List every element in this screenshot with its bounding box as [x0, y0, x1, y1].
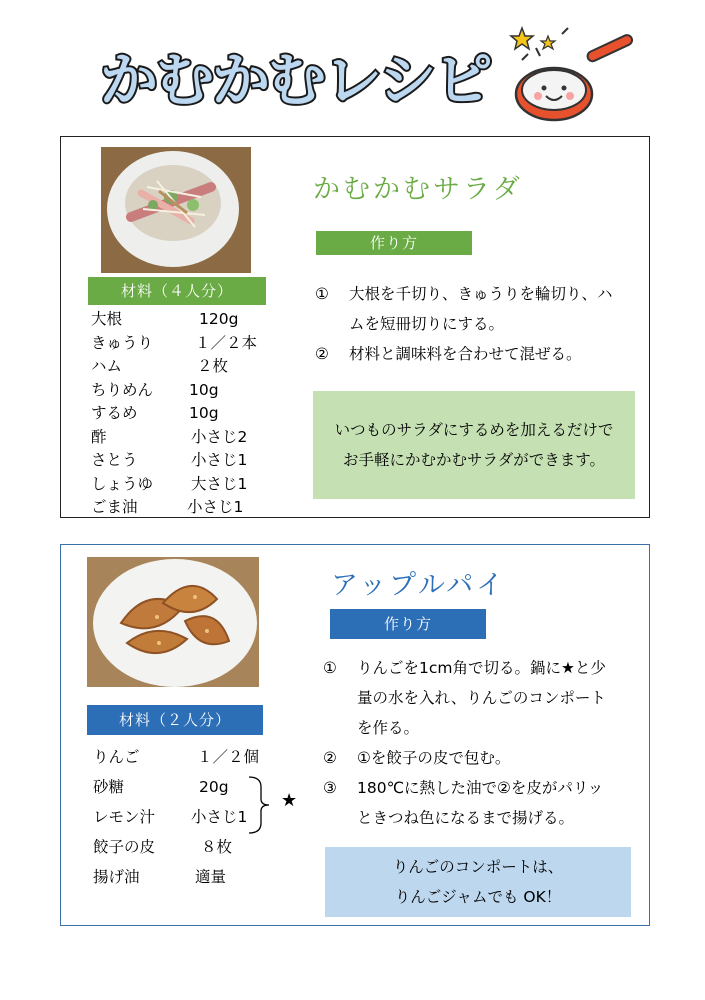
step-item	[323, 773, 629, 833]
step-text-line: 材料と調味料を合わせて混ぜる。	[349, 345, 582, 363]
step-text-line: 大根を千切り、きゅうりを輪切り、ハ	[349, 285, 613, 303]
ingredient-name: ハム	[91, 357, 123, 375]
ingredient-amount: 小さじ1	[191, 808, 248, 826]
ingredient-name: 揚げ油	[93, 868, 140, 886]
ingredient-amount: １／２本	[195, 333, 258, 352]
salad-recipe-card	[60, 136, 650, 518]
step-number: ③	[323, 779, 337, 797]
ingredient-amount: 大さじ1	[191, 474, 248, 493]
ingredient-amount: １／２個	[197, 748, 260, 766]
ingredient-name: さとう	[91, 451, 138, 469]
ingredient-row	[93, 832, 293, 862]
ingredient-row	[93, 742, 293, 772]
step-number: ①	[315, 285, 329, 303]
step-item	[315, 339, 615, 369]
ingredient-row	[91, 355, 291, 379]
ingredient-row	[91, 496, 291, 520]
step-item	[315, 279, 615, 339]
apple-pie-ingredients-label	[87, 705, 263, 735]
ingredient-row	[91, 308, 291, 332]
salad-ingredients-label	[88, 277, 266, 305]
salad-tip-box	[313, 391, 635, 499]
salad-method-label-text: 作り方	[369, 234, 418, 252]
step-text-line: ときつね色になるまで揚げる。	[357, 809, 575, 827]
ingredient-amount: 20g	[199, 778, 229, 796]
ingredient-row	[91, 379, 291, 403]
apple-pie-steps	[323, 653, 629, 833]
ingredient-name: りんご	[93, 748, 140, 766]
apple-pie-title: アップルパイ	[331, 570, 507, 601]
salad-ingredients-label-text: 材料（４人分）	[120, 282, 233, 300]
salad-ingredient-list	[91, 308, 291, 520]
ingredient-name: 大根	[91, 310, 123, 328]
apple-pie-photo	[87, 557, 259, 687]
ingredient-amount: ８枚	[201, 838, 233, 856]
salad-photo	[101, 147, 251, 273]
ingredient-amount: 10g	[189, 380, 219, 399]
ingredient-row	[91, 332, 291, 356]
ingredient-amount: 小さじ2	[191, 427, 248, 446]
step-number: ①	[323, 659, 337, 677]
step-text-line: 量の水を入れ、りんごのコンポート	[357, 689, 606, 707]
step-text-line: 180℃に熱した油で②を皮がパリッ	[357, 779, 604, 797]
ingredient-name: きゅうり	[91, 333, 154, 352]
ingredient-amount: 120g	[199, 310, 239, 328]
step-number: ②	[323, 749, 337, 767]
step-text-line: を作る。	[357, 719, 420, 737]
ingredient-name: 砂糖	[93, 778, 125, 796]
ingredient-row	[91, 473, 291, 497]
salad-tip-line: いつものサラダにするめを加えるだけで	[334, 421, 614, 439]
step-number: ②	[315, 345, 329, 363]
step-item	[323, 653, 629, 743]
ingredient-row	[91, 402, 291, 426]
ingredient-name: レモン汁	[93, 808, 156, 826]
step-item	[323, 743, 629, 773]
frying-pan-icon	[508, 26, 638, 126]
page-title-logo	[94, 36, 514, 116]
salad-method-label	[316, 231, 472, 255]
salad-tip-line: お手軽にかむかむサラダができます。	[342, 451, 606, 469]
apple-pie-tip-line: りんごジャムでも OK！	[394, 888, 562, 906]
apple-pie-ingredients-label-text: 材料（２人分）	[118, 711, 231, 729]
ingredient-amount: ２枚	[197, 357, 229, 375]
ingredient-row	[93, 862, 293, 892]
ingredient-name: するめ	[91, 404, 138, 422]
step-text-line: ①を餃子の皮で包む。	[357, 749, 511, 767]
apple-pie-method-label-text: 作り方	[383, 615, 432, 633]
ingredient-amount: 適量	[195, 868, 227, 886]
apple-pie-method-label	[330, 609, 486, 639]
ingredient-name: しょうゆ	[91, 474, 154, 493]
ingredient-row	[91, 426, 291, 450]
salad-title: かむかむサラダ	[313, 174, 523, 205]
ingredient-amount: 小さじ1	[191, 451, 248, 469]
step-text-line: りんごを1cm角で切る。鍋に★と少	[357, 659, 606, 677]
ingredient-amount: 10g	[189, 404, 219, 422]
ingredient-amount: 小さじ1	[187, 498, 244, 516]
salad-steps	[315, 279, 615, 369]
ingredient-name: ちりめん	[91, 380, 154, 399]
star-mark: ★	[281, 790, 298, 811]
page-title: かむかむレシピ	[100, 46, 491, 114]
apple-pie-recipe-card	[60, 544, 650, 926]
apple-pie-tip-box	[325, 847, 631, 917]
ingredient-name: ごま油	[91, 498, 138, 516]
apple-pie-tip-line: りんごのコンポートは、	[392, 858, 564, 876]
step-text-line: ムを短冊切りにする。	[349, 315, 505, 333]
ingredient-row	[91, 449, 291, 473]
ingredient-name: 餃子の皮	[93, 838, 156, 856]
ingredient-name: 酢	[91, 427, 107, 446]
